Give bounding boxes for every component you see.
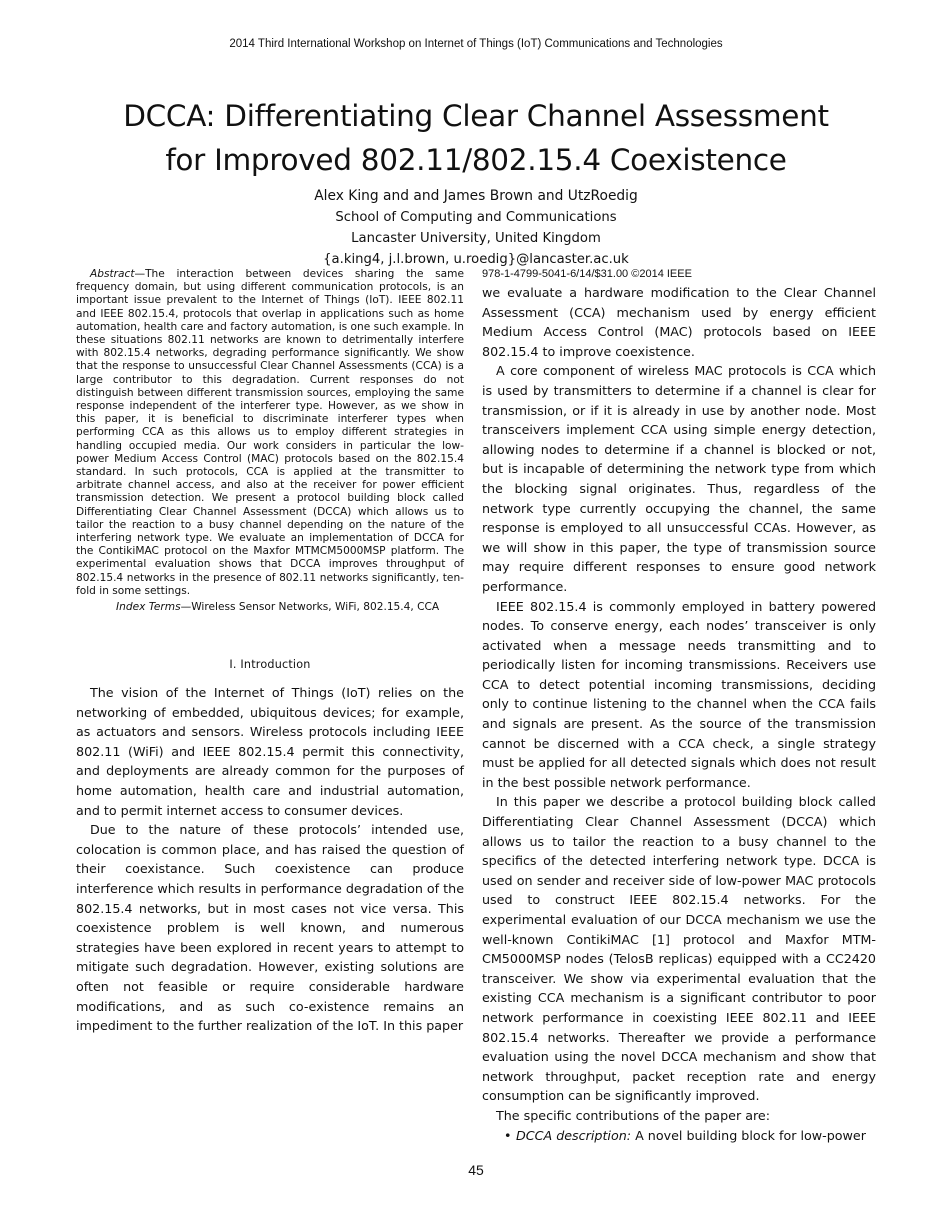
right-column — [482, 268, 876, 1145]
contribution-label: DCCA description: — [516, 1127, 632, 1143]
contribution-text: A novel building block for low-power — [631, 1127, 866, 1143]
index-terms-text: —Wireless Sensor Networks, WiFi, 802.15.4, CCA — [180, 601, 440, 614]
university: Lancaster University, United Kingdom — [351, 231, 601, 246]
paper-title — [60, 94, 892, 182]
section-heading-introduction: I. Introduction — [229, 658, 311, 672]
paragraph: The specific contributions of the paper are: — [496, 1107, 770, 1123]
bullet-icon: • — [504, 1127, 512, 1143]
affiliation: School of Computing and Communications — [335, 210, 617, 225]
contribution-list-item — [482, 1126, 876, 1146]
left-column — [76, 268, 464, 1036]
copyright-notice: 978-1-4799-5041-6/14/$31.00 ©2014 IEEE — [482, 268, 692, 280]
index-terms — [76, 600, 464, 614]
conference-header: 2014 Third International Workshop on Internet of Things (IoT) Communications and Technologies — [229, 38, 723, 50]
index-terms-label: Index Terms — [116, 601, 181, 614]
title-line-2: for Improved 802.11/802.15.4 Coexistence — [165, 143, 787, 177]
paragraph: The vision of the Internet of Things (IoT) relies on the networking of embedded, ubiquitous devices; for example, as actuators and sensors. Wireless protocols including IEEE 802.11 (WiFi) and IEEE 802.15.4 permit this connectivity, and deployments are already common for the purposes of home automation, health care and industrial automation, and to permit internet access to consumer devices. — [76, 685, 464, 818]
paragraph: A core component of wireless MAC protocols is CCA which is used by transmitters to determine if a channel is clear for transmission, or if it is already in use by another node. Most transceivers implement CCA using simple energy detection, allowing nodes to determine if a channel is blocked or not, but is incapable of determining the network type from which the blocking signal originates. Thus, regardless of the network type currently occupying the channel, the same response is employed to all unsuccessful CCAs. However, as we will show in this paper, the type of transmission source may require different responses to ensure good network performance. — [482, 363, 876, 594]
paragraph: IEEE 802.15.4 is commonly employed in battery powered nodes. To conserve energy, each nodes’ transceiver is only activated when a message needs transmitting and to periodically listen for incoming transmissions. Receivers use CCA to detect potential incoming transmissions, deciding only to continue listening to the channel when the CCA fails and signals are present. As the source of the transmission cannot be discerned with a CCA check, a single strategy must be applied for all detected signals which does not result in the best possible network performance. — [482, 598, 876, 790]
page-number: 45 — [468, 1162, 484, 1178]
author-emails: {a.king4, j.l.brown, u.roedig}@lancaster.ac.uk — [323, 252, 629, 267]
abstract — [76, 268, 464, 598]
paragraph: we evaluate a hardware modification to the Clear Channel Assessment (CCA) mechanism used by energy efficient Medium Access Control (MAC) protocols based on IEEE 802.15.4 to improve coexistence. — [482, 285, 876, 359]
abstract-text: —The interaction between devices sharing the same frequency domain, but using different communication protocols, is an important issue prevalent to the Internet of Things (IoT). IEEE 802.11 and IEEE 802.15.4, protocols that overlap in applications such as home automation, health care and factory automation, is one such example. In these situations 802.11 networks are known to detrimentally interfere with 802.15.4 networks, degrading performance significantly. We show that the response to unsuccessful Clear Channel Assessments (CCA) is a large contributor to this degradation. Current responses do not distinguish between different transmission sources, employing the same response independent of the interferer type. However, as we show in this paper, it is beneficial to discriminate interferer types when performing CCA as this allows us to employ different strategies in handling occupied media. Our work considers in particular the low-power Medium Access Control (MAC) protocols based on the 802.15.4 standard. In such protocols, CCA is applied at the transmitter to arbitrate channel access, and also at the receiver for power efficient transmission detection. We present a protocol building block called Differentiating Clear Channel Assessment (DCCA) which allows us to tailor the reaction to a busy channel depending on the nature of the interfering network type. We evaluate an implementation of DCCA for the ContikiMAC protocol on the Maxfor MTMCM5000MSP platform. The experimental evaluation shows that DCCA improves throughput of 802.15.4 networks in the presence of 802.11 networks significantly, ten-fold in some settings. — [76, 268, 464, 597]
abstract-label: Abstract — [90, 268, 135, 280]
paragraph: Due to the nature of these protocols’ intended use, colocation is common place, and has raised the question of their coexistance. Such coexistence can produce interference which results in performance degradation of the 802.15.4 networks, but in most cases not vice versa. This coexistence problem is well known, and numerous strategies have been explored in recent years to attempt to mitigate such degradation. However, existing solutions are often not feasible or require considerable hardware modifications, and as such co-existence remains an impediment to the further realization of the IoT. In this paper — [76, 822, 465, 1034]
title-line-1: DCCA: Differentiating Clear Channel Assessment — [123, 99, 829, 133]
author-block — [0, 186, 952, 270]
paragraph: In this paper we describe a protocol building block called Differentiating Clear Channel Assessment (DCCA) which allows us to tailor the reaction to a busy channel to the specifics of the detected interfering network type. DCCA is used on sender and receiver side of low-power MAC protocols used to construct IEEE 802.15.4 networks. For the experimental evaluation of our DCCA mechanism we use the well-known ContikiMAC [1] protocol and Maxfor MTM-CM5000MSP nodes (TelosB replicas) equipped with a CC2420 transceiver. We show via experimental evaluation that the existing CCA mechanism is a significant contributor to poor network performance in coexisting IEEE 802.11 and IEEE 802.15.4 networks. Thereafter we provide a performance evaluation using the novel DCCA mechanism and show that network throughput, packet reception rate and energy consumption can be significantly improved. — [482, 794, 876, 1104]
author-names: Alex King and and James Brown and UtzRoedig — [314, 188, 638, 204]
